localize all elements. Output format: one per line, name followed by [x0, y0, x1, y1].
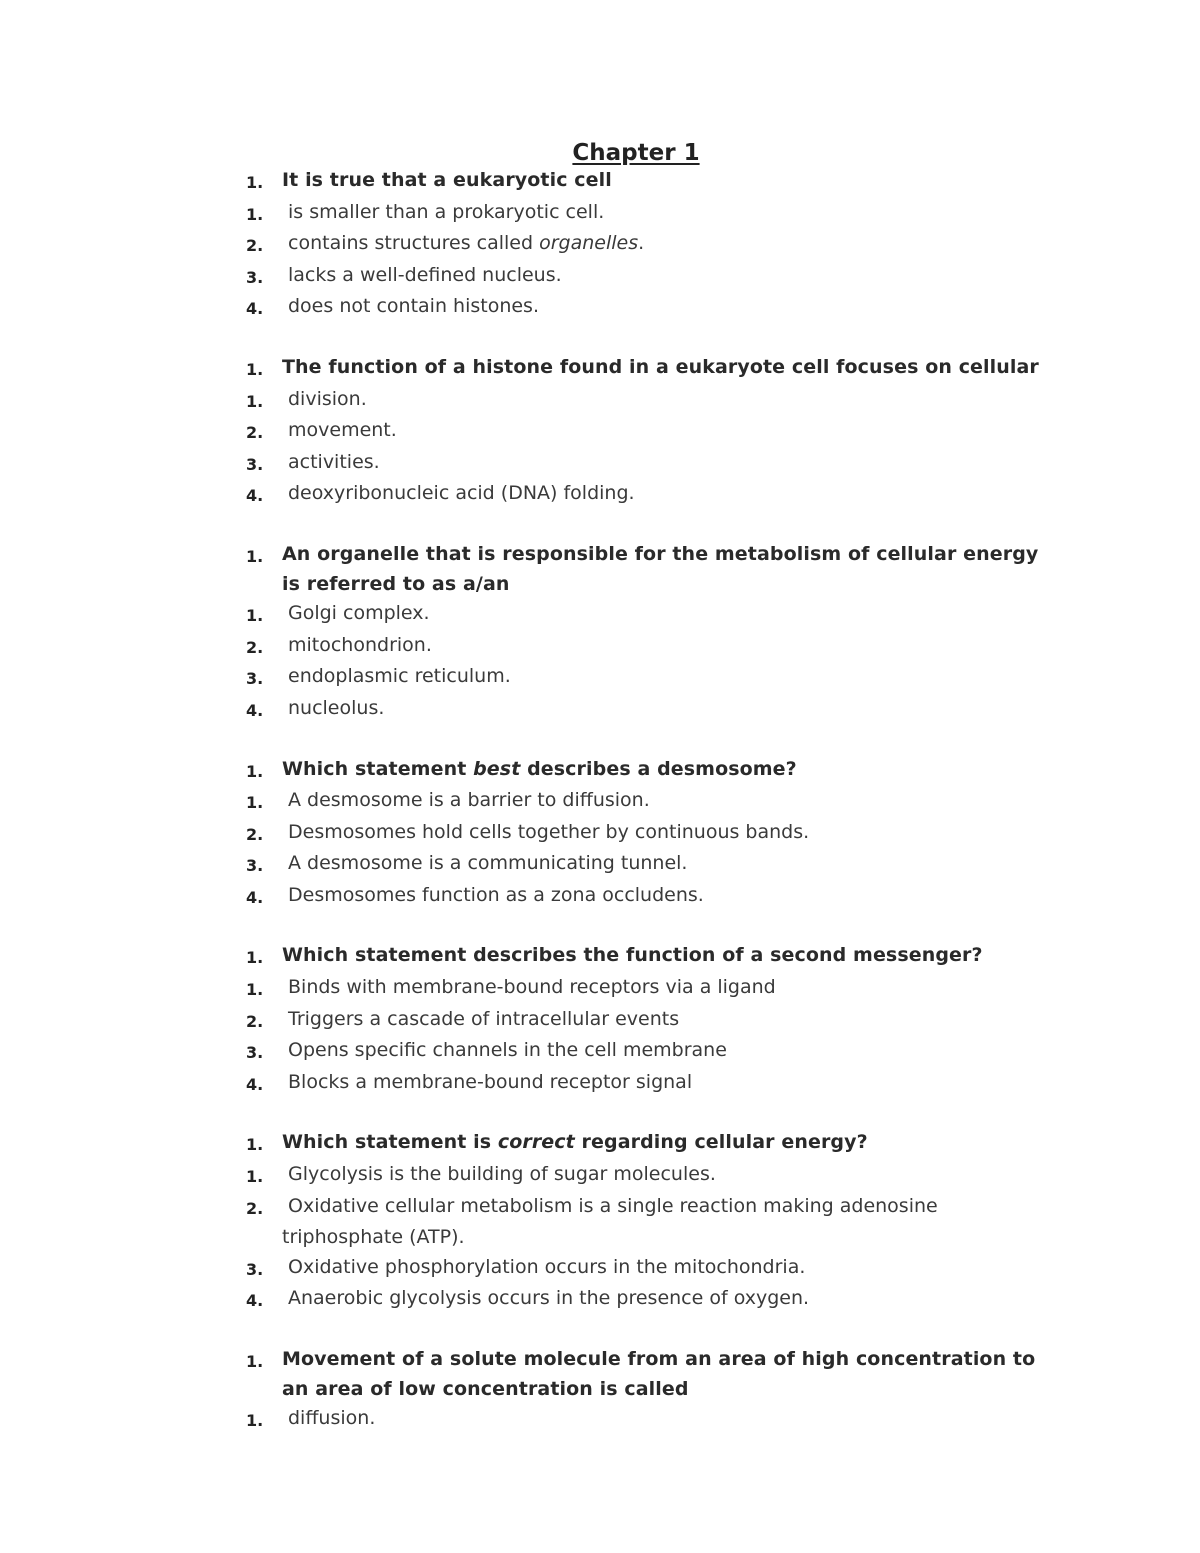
option-number: 1. — [246, 980, 264, 1000]
option-number: 1. — [246, 391, 264, 411]
option-number: 1. — [246, 204, 264, 224]
option-row — [246, 416, 1046, 448]
option-number: 4. — [246, 887, 264, 907]
option-row — [246, 1253, 1046, 1285]
option-row — [246, 1036, 1046, 1068]
option-row — [246, 261, 1046, 293]
option-number: 3. — [246, 669, 264, 689]
option-row — [246, 292, 1046, 324]
option-number: 3. — [246, 1259, 264, 1279]
question-stem-row — [246, 1345, 1046, 1404]
option-text: A desmosome is a barrier to diffusion. — [288, 789, 650, 812]
option-row — [246, 448, 1046, 480]
question-number: 1. — [246, 948, 264, 968]
option-text: mitochondrion. — [288, 633, 432, 656]
question-stem-row — [246, 941, 1046, 973]
option-row — [246, 818, 1046, 850]
option-row — [246, 662, 1046, 694]
option-text: is smaller than a prokaryotic cell. — [288, 200, 605, 223]
option-row — [246, 198, 1046, 230]
option-row — [246, 881, 1046, 913]
option-row — [246, 1005, 1046, 1037]
option-text: endoplasmic reticulum. — [288, 665, 511, 688]
option-row — [246, 1068, 1046, 1100]
question — [246, 1128, 1046, 1316]
option-text: Desmosomes function as a zona occludens. — [288, 883, 704, 906]
option-row — [246, 1404, 1046, 1436]
option-text: activities. — [288, 450, 380, 473]
question-stem: Which statement describes the function of a second messenger? — [282, 944, 983, 967]
option-text: Opens specific channels in the cell membrane — [288, 1039, 727, 1062]
option-row — [246, 229, 1046, 261]
option-number: 1. — [246, 1167, 264, 1187]
option-row — [246, 599, 1046, 631]
question-number: 1. — [246, 359, 264, 379]
option-text: nucleolus. — [288, 696, 385, 719]
option-number: 1. — [246, 1411, 264, 1431]
question — [246, 353, 1046, 511]
option-text: diffusion. — [288, 1407, 376, 1430]
question-stem-row — [246, 755, 1046, 787]
question — [246, 755, 1046, 913]
option-number: 4. — [246, 299, 264, 319]
option-row — [246, 1284, 1046, 1316]
option-row — [246, 631, 1046, 663]
option-text: Binds with membrane-bound receptors via a ligand — [288, 976, 776, 999]
option-text: Desmosomes hold cells together by continuous bands. — [288, 820, 810, 843]
option-text: Oxidative cellular metabolism is a single reaction making adenosine — [288, 1194, 938, 1217]
question — [246, 166, 1046, 324]
option-row — [246, 973, 1046, 1005]
option-text: division. — [288, 387, 367, 410]
question-number: 1. — [246, 761, 264, 781]
question — [246, 941, 1046, 1099]
option-number: 4. — [246, 700, 264, 720]
option-number: 1. — [246, 606, 264, 626]
question — [246, 540, 1046, 726]
question-stem: Which statement is correct regarding cellular energy? — [282, 1131, 868, 1154]
option-row — [246, 694, 1046, 726]
question-stem-row — [246, 1128, 1046, 1160]
option-row — [246, 1192, 1046, 1224]
option-number: 2. — [246, 423, 264, 443]
option-number: 4. — [246, 1291, 264, 1311]
question-stem-row — [246, 166, 1046, 198]
question-number: 1. — [246, 173, 264, 192]
option-row — [246, 479, 1046, 511]
option-number: 2. — [246, 824, 264, 844]
option-row — [246, 849, 1046, 881]
option-row — [246, 1160, 1046, 1192]
option-text: lacks a well-defined nucleus. — [288, 263, 562, 286]
option-number: 3. — [246, 267, 264, 287]
option-number: 1. — [246, 793, 264, 813]
question-number: 1. — [246, 546, 264, 566]
option-text: Anaerobic glycolysis occurs in the presence of oxygen. — [288, 1287, 810, 1310]
option-text: Golgi complex. — [288, 602, 430, 625]
option-text: Blocks a membrane-bound receptor signal — [288, 1070, 693, 1093]
option-number: 2. — [246, 1198, 264, 1218]
option-number: 3. — [246, 454, 264, 474]
option-row — [246, 385, 1046, 417]
page-title: Chapter 1 — [572, 140, 700, 166]
option-text: deoxyribonucleic acid (DNA) folding. — [288, 482, 635, 505]
question-number: 1. — [246, 1135, 264, 1155]
question-stem-row — [246, 353, 1046, 385]
question-stem: The function of a histone found in a eukaryote cell focuses on cellular — [282, 355, 1039, 378]
option-number: 3. — [246, 1043, 264, 1063]
option-row — [246, 786, 1046, 818]
question-stem: Which statement best describes a desmosome? — [282, 757, 797, 780]
option-number: 2. — [246, 637, 264, 657]
question-stem-row — [246, 540, 1046, 599]
question-stem: It is true that a eukaryotic cell — [282, 169, 612, 191]
option-text-continuation: triphosphate (ATP). — [282, 1226, 465, 1249]
question-list — [246, 166, 1046, 1465]
question — [246, 1345, 1046, 1436]
option-text: Glycolysis is the building of sugar molecules. — [288, 1163, 716, 1186]
question-stem: An organelle that is responsible for the metabolism of cellular energy is referred to as a/an — [282, 542, 1039, 595]
option-text: Oxidative phosphorylation occurs in the mitochondria. — [288, 1255, 806, 1278]
option-number: 3. — [246, 856, 264, 876]
option-row-continuation — [246, 1223, 1046, 1253]
option-text: contains structures called organelles. — [288, 232, 645, 255]
option-text: Triggers a cascade of intracellular events — [288, 1007, 680, 1030]
question-number: 1. — [246, 1352, 264, 1371]
question-stem: Movement of a solute molecule from an area of high concentration to an area of low concentration is called — [282, 1348, 1036, 1400]
option-text: movement. — [288, 419, 397, 442]
option-number: 2. — [246, 1011, 264, 1031]
option-text: does not contain histones. — [288, 295, 539, 318]
option-text: A desmosome is a communicating tunnel. — [288, 852, 688, 875]
option-number: 4. — [246, 1074, 264, 1094]
option-number: 2. — [246, 236, 264, 256]
option-number: 4. — [246, 486, 264, 506]
